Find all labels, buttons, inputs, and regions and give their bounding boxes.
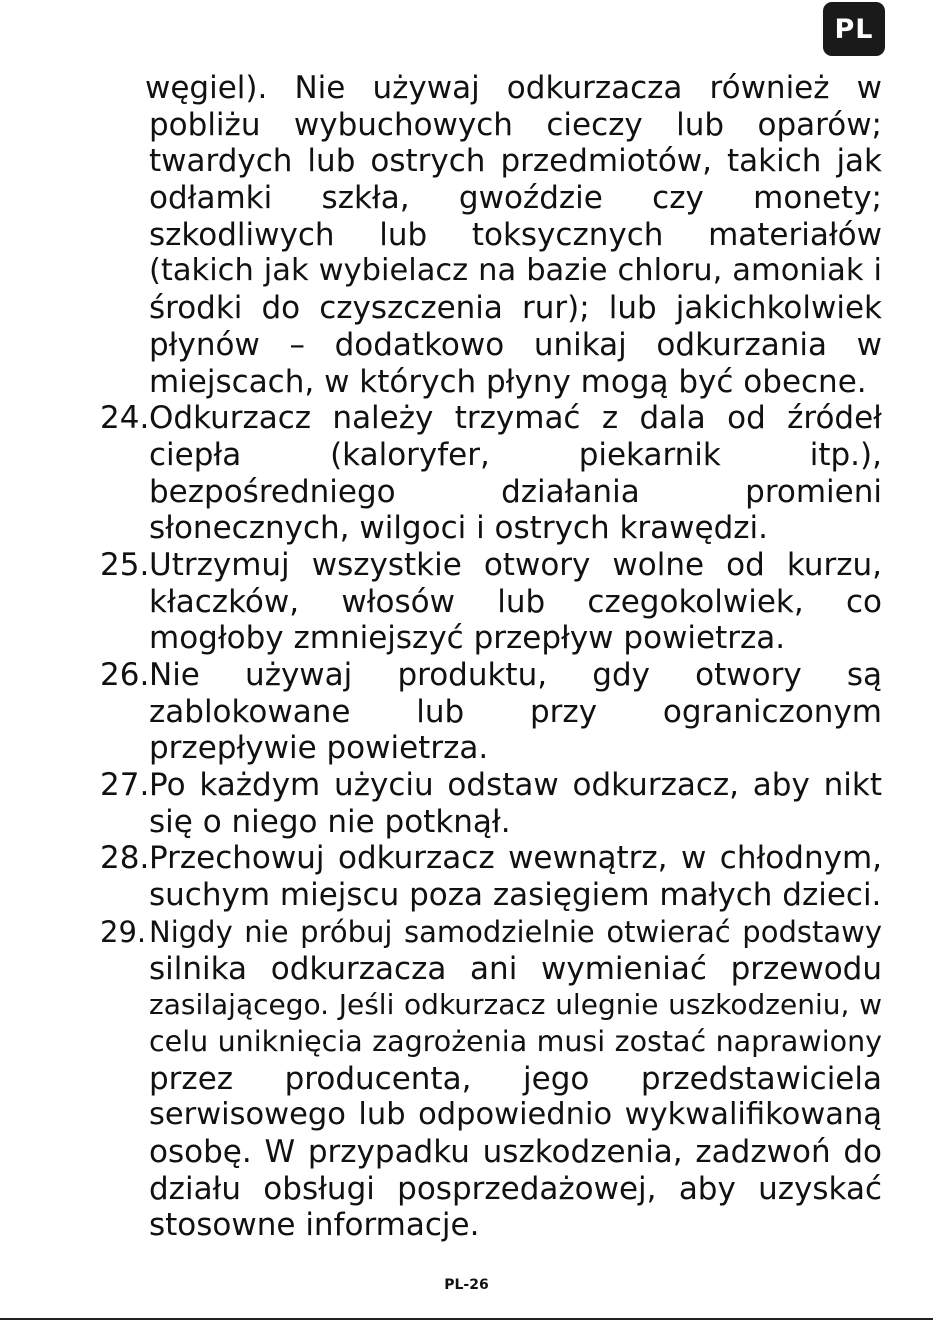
item-number: 25. <box>100 546 150 583</box>
list-item-27 <box>100 767 882 840</box>
text-line: kłaczków, włosów lub czegokolwiek, co <box>149 583 882 620</box>
text-line: stosowne informacje. <box>149 1207 480 1244</box>
list-item-28 <box>100 840 882 913</box>
text-line: ciepła (kaloryfer, piekarnik itp.), <box>149 436 882 473</box>
text-line: bezpośredniego działania promieni <box>149 473 882 510</box>
text-line: odłamki szkła, gwoździe czy monety; <box>149 180 882 217</box>
item-number: 26. <box>100 657 150 693</box>
text-line: przepływie powietrza. <box>149 730 489 767</box>
instructions-text <box>100 70 882 1244</box>
text-line: węgiel). Nie używaj odkurzacza również w <box>145 70 882 106</box>
text-line: Nie używaj produktu, gdy otwory są <box>149 657 882 693</box>
text-line: Utrzymuj wszystkie otwory wolne od kurzu, <box>149 546 882 583</box>
list-item-26 <box>100 657 882 767</box>
text-line: środki do czyszczenia rur); lub jakichkolwiek <box>149 290 882 327</box>
text-line: Po każdym użyciu odstaw odkurzacz, aby nikt <box>149 767 882 804</box>
text-line: zasilającego. Jeśli odkurzacz ulegnie uszkodzeniu, w <box>149 988 882 1022</box>
item-number: 29. <box>100 914 147 949</box>
text-line: silnika odkurzacza ani wymieniać przewodu <box>149 950 882 987</box>
text-line: płynów – dodatkowo unikaj odkurzania w <box>149 326 882 363</box>
text-line: suchym miejscu poza zasięgiem małych dzieci. <box>149 877 882 914</box>
page-number: PL-26 <box>444 1277 489 1293</box>
text-line: celu uniknięcia zagrożenia musi zostać naprawiony <box>149 1024 882 1058</box>
text-line: pobliżu wybuchowych cieczy lub oparów; <box>149 106 882 143</box>
text-line: Nigdy nie próbuj samodzielnie otwierać podstawy <box>149 914 882 949</box>
text-line: przez producenta, jego przedstawiciela <box>149 1060 882 1097</box>
bottom-divider <box>0 1318 933 1320</box>
language-badge-label: PL <box>834 13 874 45</box>
text-line: twardych lub ostrych przedmiotów, takich jak <box>149 143 882 180</box>
item-number: 27. <box>100 767 150 804</box>
text-line: Odkurzacz należy trzymać z dala od źródeł <box>149 400 882 437</box>
text-line: się o niego nie potknął. <box>149 803 511 840</box>
text-line: zablokowane lub przy ograniczonym <box>149 693 882 730</box>
text-line: Przechowuj odkurzacz wewnątrz, w chłodnym, <box>149 840 882 877</box>
list-item-24 <box>100 400 882 547</box>
text-line: miejscach, w których płyny mogą być obecne. <box>149 363 867 400</box>
text-line: (takich jak wybielacz na bazie chloru, amoniak i <box>149 253 882 289</box>
text-line: serwisowego lub odpowiednio wykwalifikowaną <box>149 1097 882 1133</box>
text-line: działu obsługi posprzedażowej, aby uzyskać <box>149 1170 882 1207</box>
text-line: osobę. W przypadku uszkodzenia, zadzwoń do <box>149 1133 882 1170</box>
text-line: słonecznych, wilgoci i ostrych krawędzi. <box>149 510 769 547</box>
item-number: 24. <box>100 400 150 437</box>
text-line: mogłoby zmniejszyć przepływ powietrza. <box>149 620 786 657</box>
item-number: 28. <box>100 840 150 877</box>
list-item-25 <box>100 547 882 657</box>
list-item-29 <box>100 914 882 1244</box>
language-badge <box>823 2 885 56</box>
text-line: szkodliwych lub toksycznych materiałów <box>149 216 882 253</box>
